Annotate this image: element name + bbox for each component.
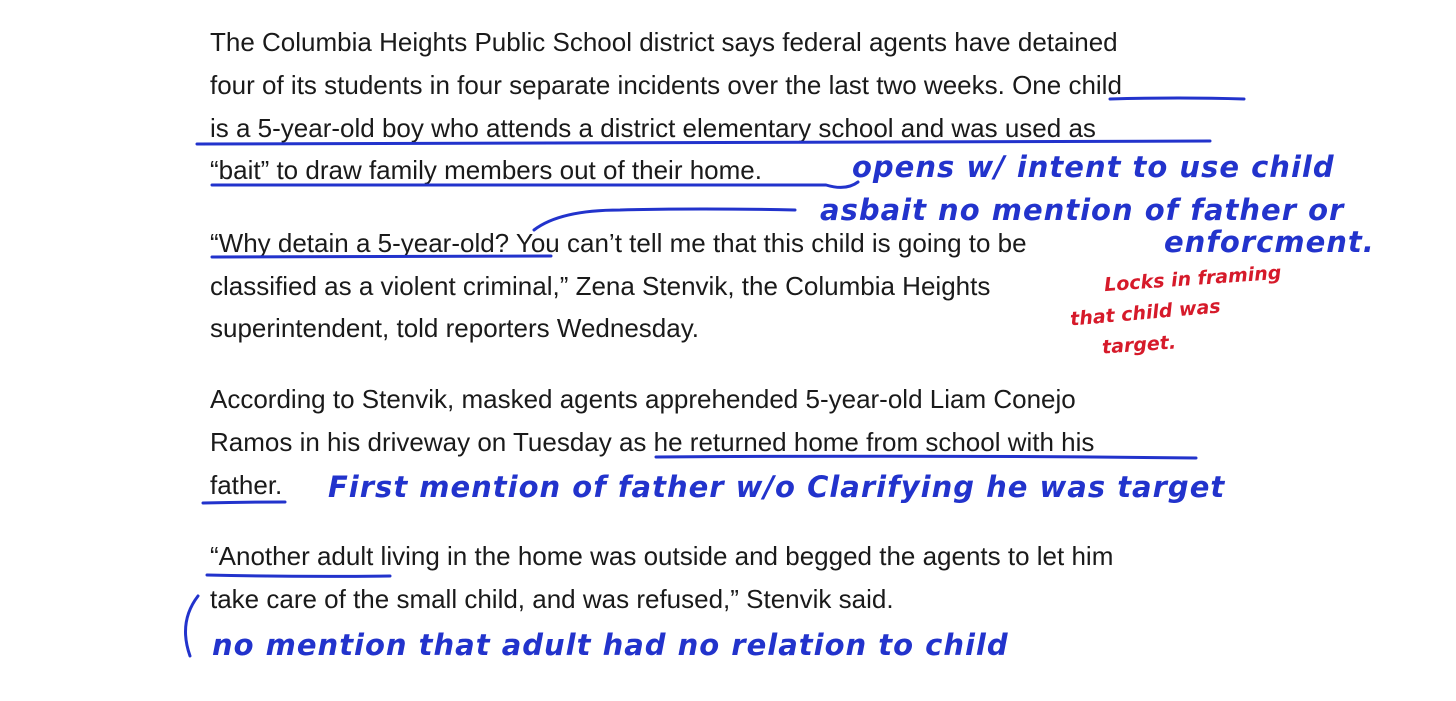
paragraph-3-line-3: father. bbox=[210, 470, 283, 500]
paragraph-4-line-1: “Another adult living in the home was outside and begged the agents to let him bbox=[210, 541, 1114, 571]
paragraph-3-line-1: According to Stenvik, masked agents apprehended 5-year-old Liam Conejo bbox=[210, 384, 1076, 414]
note-locks-in-framing: Locks in framing bbox=[1103, 261, 1283, 297]
margin-bracket bbox=[186, 596, 199, 656]
note-target: target. bbox=[1101, 331, 1177, 359]
paragraph-1-line-3: is a 5-year-old boy who attends a district elementary school and was used as bbox=[210, 113, 1096, 143]
note-opens-with-intent: opens w/ intent to use child bbox=[852, 150, 1335, 184]
note-no-mention-adult: no mention that adult had no relation to child bbox=[212, 628, 1009, 662]
underline-another-adult bbox=[207, 575, 390, 576]
paragraph-2-line-3: superintendent, told reporters Wednesday. bbox=[210, 313, 699, 343]
note-as-bait: asbait no mention of father or bbox=[820, 193, 1345, 227]
paragraph-1-line-1: The Columbia Heights Public School district says federal agents have detained bbox=[210, 27, 1118, 57]
note-enforcement: enforcment. bbox=[1164, 225, 1375, 259]
paragraph-1-line-4: “bait” to draw family members out of their home. bbox=[210, 155, 762, 185]
underline-one-child bbox=[1110, 98, 1244, 99]
note-first-mention-of-father: First mention of father w/o Clarifying he was target bbox=[328, 470, 1226, 504]
paragraph-1-line-2: four of its students in four separate incidents over the last two weeks. One child bbox=[210, 70, 1122, 100]
underline-father bbox=[203, 502, 285, 503]
paragraph-2-line-1: “Why detain a 5-year-old? You can’t tell me that this child is going to be bbox=[210, 228, 1027, 258]
connector-why-detain bbox=[534, 209, 795, 230]
paragraph-3-line-2: Ramos in his driveway on Tuesday as he returned home from school with his bbox=[210, 427, 1095, 457]
paragraph-2-line-2: classified as a violent criminal,” Zena Stenvik, the Columbia Heights bbox=[210, 271, 991, 301]
note-that-child-was: that child was bbox=[1069, 295, 1222, 331]
paragraph-4-line-2: take care of the small child, and was refused,” Stenvik said. bbox=[210, 584, 894, 614]
